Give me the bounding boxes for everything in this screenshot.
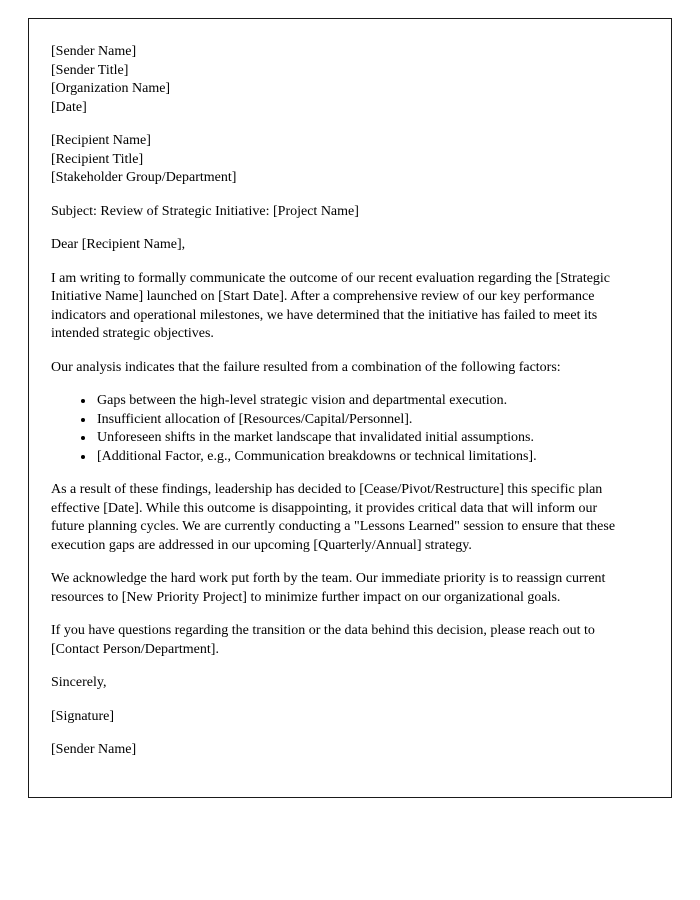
paragraph-contact: If you have questions regarding the transition or the data behind this decision, please reach out to [Contact Person/Department].	[51, 623, 595, 657]
paragraph-analysis-intro: Our analysis indicates that the failure resulted from a combination of the following factors:	[51, 359, 561, 375]
failure-factor-item: • Insufficient allocation of [Resources/Capital/Personnel].	[95, 411, 631, 430]
failure-factor-item: • [Additional Factor, e.g., Communication breakdowns or technical limitations].	[95, 448, 631, 467]
signoff-name: [Sender Name]	[51, 742, 137, 757]
sender-title: [Sender Title]	[51, 62, 129, 78]
paragraph-evaluation-outcome: I am writing to formally communicate the outcome of our recent evaluation regarding the [Strategic Initiative Name] launched on [Start Date]. After a comprehensive review of our key performance indicators and operational milestones, we have determined that the initiative has failed to meet its intended strategic objectives.	[51, 270, 611, 341]
paragraph-decision: As a result of these findings, leadership has decided to [Cease/Pivot/Restructure] this specific plan effective [Date]. While this outcome is disappointing, it provides critical data that will inform our future planning cycles. We are currently conducting a "Lessons Learned" session to ensure that these execution gaps are addressed in our upcoming [Quarterly/Annual] strategy.	[51, 482, 616, 553]
letter-page	[28, 18, 672, 798]
recipient-title: [Recipient Title]	[51, 151, 144, 167]
closing: Sincerely,	[51, 675, 107, 690]
signature: [Signature]	[51, 708, 114, 724]
recipient-name: [Recipient Name]	[51, 133, 151, 148]
subject-line: Subject: Review of Strategic Initiative: [Project Name]	[51, 203, 359, 219]
paragraph-acknowledgement: We acknowledge the hard work put forth by the team. Our immediate priority is to reassign current resources to [New Priority Project] to minimize further impact on our organizational goals.	[51, 571, 606, 605]
sender-date: [Date]	[51, 99, 87, 115]
failure-factor-item: • Unforeseen shifts in the market landscape that invalidated initial assumptions.	[95, 429, 631, 448]
sender-name: [Sender Name]	[51, 44, 137, 59]
recipient-department: [Stakeholder Group/Department]	[51, 170, 237, 185]
failure-factor-item: • Gaps between the high-level strategic vision and departmental execution.	[95, 392, 631, 411]
salutation: Dear [Recipient Name],	[51, 237, 186, 252]
sender-organization: [Organization Name]	[51, 81, 171, 96]
recipient-block	[51, 132, 631, 188]
failure-factors-list	[51, 392, 631, 466]
sender-block	[51, 43, 631, 117]
